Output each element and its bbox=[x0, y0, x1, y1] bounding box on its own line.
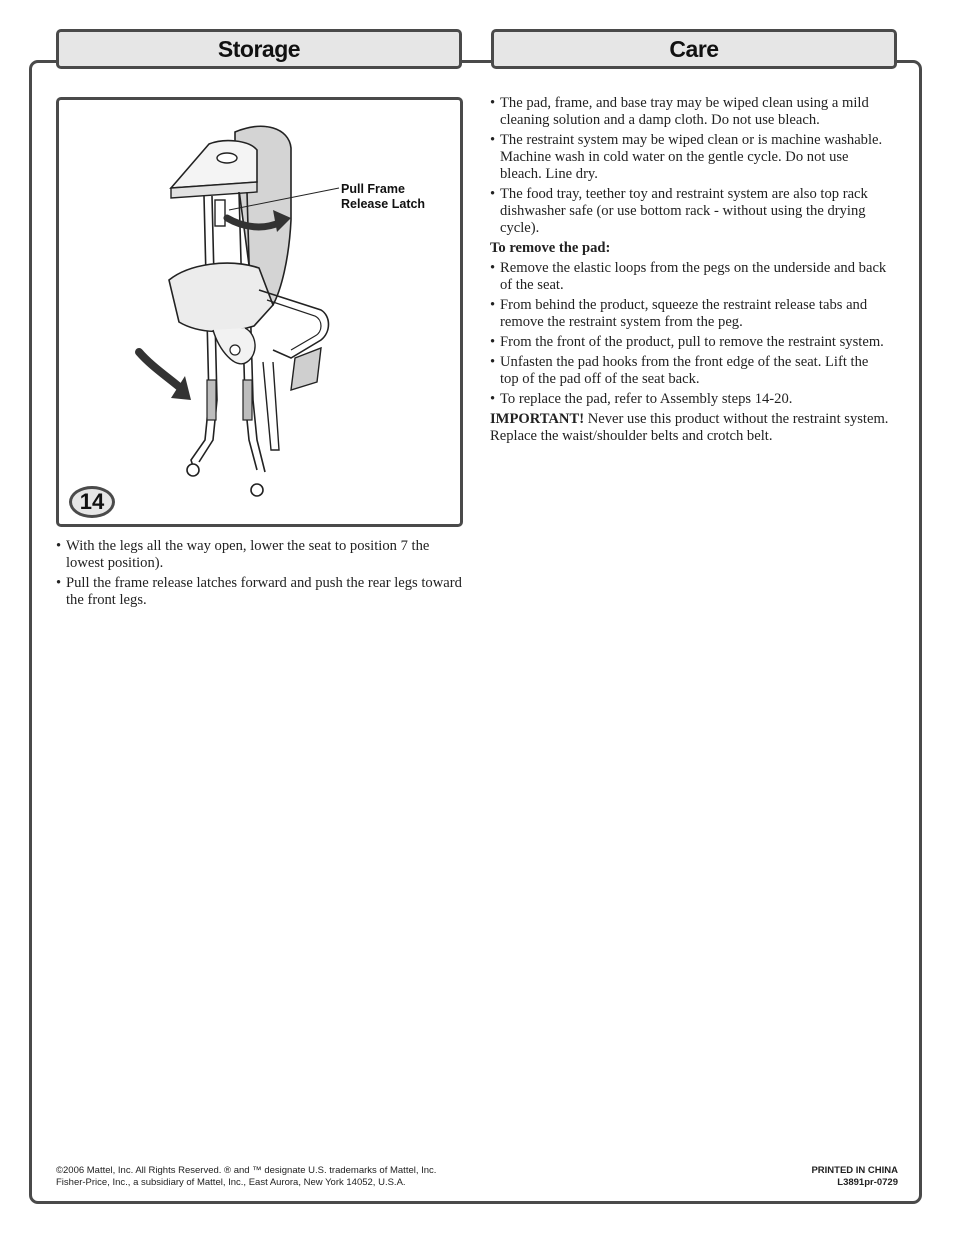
pad-bullet: • Unfasten the pad hooks from the front edge of the seat. Lift the top of the pad off of the seat back. bbox=[490, 354, 890, 388]
copyright-line-2: Fisher-Price, Inc., a subsidiary of Mattel, Inc., East Aurora, New York 14052, U.S.A. bbox=[56, 1176, 406, 1188]
care-bullet: • The food tray, teether toy and restraint system are also top rack dishwasher safe (or use bottom rack - without using the drying cycle). bbox=[490, 186, 890, 237]
pad-bullet: • From behind the product, squeeze the restraint release tabs and remove the restraint system from the peg. bbox=[490, 297, 890, 331]
important-warning bbox=[490, 411, 890, 445]
copyright-line-1: ©2006 Mattel, Inc. All Rights Reserved. ® and ™ designate U.S. trademarks of Mattel, Inc. bbox=[56, 1165, 437, 1176]
pad-bullet: • To replace the pad, refer to Assembly steps 14-20. bbox=[490, 391, 890, 408]
callout-line-1: Pull Frame bbox=[341, 182, 405, 196]
storage-instructions bbox=[56, 538, 466, 612]
pull-frame-release-latch-callout bbox=[341, 182, 425, 212]
remove-pad-heading: To remove the pad: bbox=[490, 240, 611, 256]
storage-bullet: • With the legs all the way open, lower the seat to position 7 the lowest position). bbox=[56, 538, 466, 572]
care-heading: Care bbox=[491, 29, 897, 69]
storage-illustration-panel bbox=[56, 97, 463, 527]
copyright-notice bbox=[56, 1165, 436, 1188]
care-instructions bbox=[490, 95, 890, 448]
storage-bullet: • Pull the frame release latches forward and push the rear legs toward the front legs. bbox=[56, 575, 466, 609]
important-text: Never use this product without the restraint system. Replace the waist/shoulder belts and crotch belt. bbox=[490, 411, 889, 444]
document-code: L3891pr-0729 bbox=[837, 1176, 898, 1188]
printed-in-label: PRINTED IN CHINA bbox=[811, 1165, 898, 1176]
important-label: IMPORTANT! bbox=[490, 411, 585, 427]
step-number-badge: 14 bbox=[69, 486, 115, 518]
high-chair-folding-illustration bbox=[59, 100, 460, 524]
pad-bullet: • From the front of the product, pull to remove the restraint system. bbox=[490, 334, 890, 351]
print-info bbox=[740, 1165, 898, 1188]
care-bullet: • The restraint system may be wiped clean or is machine washable. Machine wash in cold water on the gentle cycle. Do not use bleach. Line dry. bbox=[490, 132, 890, 183]
callout-line-2: Release Latch bbox=[341, 197, 426, 211]
storage-heading: Storage bbox=[56, 29, 462, 69]
pad-bullet: • Remove the elastic loops from the pegs on the underside and back of the seat. bbox=[490, 260, 890, 294]
care-bullet: • The pad, frame, and base tray may be wiped clean using a mild cleaning solution and a damp cloth. Do not use bleach. bbox=[490, 95, 890, 129]
